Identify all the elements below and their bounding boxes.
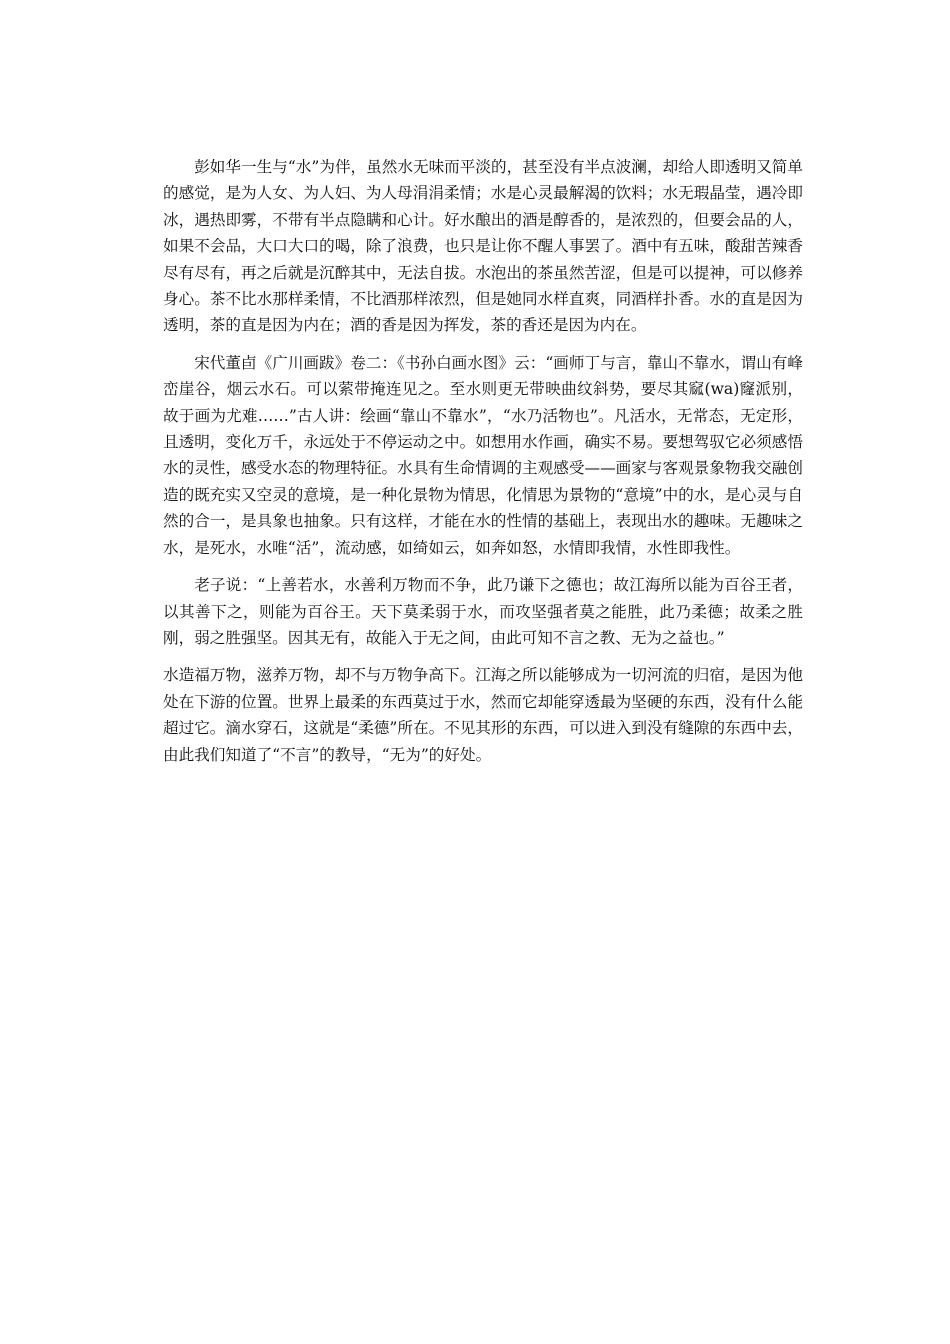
document-body bbox=[163, 154, 803, 779]
paragraph-4: 水造福万物，滋养万物，却不与万物争高下。江海之所以能够成为一切河流的归宿，是因为他处在下游的位置。世界上最柔的东西莫过于水，然而它却能穿透最为坚硬的东西，没有什么能超过它。滴水穿石，这就是“柔德”所在。不见其形的东西，可以进入到没有缝隙的东西中去，由此我们知道了“不言”的教导，“无为”的好处。 bbox=[163, 666, 803, 764]
paragraph-3: 老子说：“上善若水，水善利万物而不争，此乃谦下之德也；故江海所以能为百谷王者，以其善下之，则能为百谷王。天下莫柔弱于水，而攻坚强者莫之能胜，此乃柔德；故柔之胜刚，弱之胜强坚。因其无有，故能入于无之间，由此可知不言之教、无为之益也。” bbox=[163, 576, 803, 647]
paragraph-2: 宋代董卣《广川画跋》卷二：《书孙白画水图》云：“画师丁与言，靠山不靠水，谓山有峰峦崖谷，烟云水石。可以萦带掩连见之。至水则更无带映曲纹斜势，要尽其窳(wa)窿派别，故于画为尤难……”古人讲：绘画“靠山不靠水”，“水乃活物也”。凡活水，无常态，无定形，且透明，变化万千，永远处于不停运动之中。如想用水作画，确实不易。要想驾驭它必须感悟水的灵性，感受水态的物理特征。水具有生命情调的主观感受——画家与客观景象物我交融创造的既充实又空灵的意境，是一种化景物为情思，化情思为景物的“意境”中的水，是心灵与自然的合一，是具象也抽象。只有这样，才能在水的性情的基础上，表现出水的趣味。无趣味之水，是死水，水唯“活”，流动感，如绮如云，如奔如怒，水情即我情，水性即我性。 bbox=[163, 353, 803, 557]
paragraph-1: 彭如华一生与“水”为伴，虽然水无味而平淡的，甚至没有半点波澜，却给人即透明又简单的感觉，是为人女、为人妇、为人母涓涓柔情；水是心灵最解渴的饮料；水无瑕晶莹，遇冷即冰，遇热即雾，不带有半点隐瞒和心计。好水酿出的酒是醇香的，是浓烈的，但要会品的人，如果不会品，大口大口的喝，除了浪费，也只是让你不醒人事罢了。酒中有五味，酸甜苦辣香尽有尽有，再之后就是沉醉其中，无法自拔。水泡出的茶虽然苦涩，但是可以提神，可以修养身心。茶不比水那样柔情，不比酒那样浓烈，但是她同水样直爽，同酒样扑香。水的直是因为透明，茶的直是因为内在；酒的香是因为挥发，茶的香还是因为内在。 bbox=[163, 158, 803, 335]
